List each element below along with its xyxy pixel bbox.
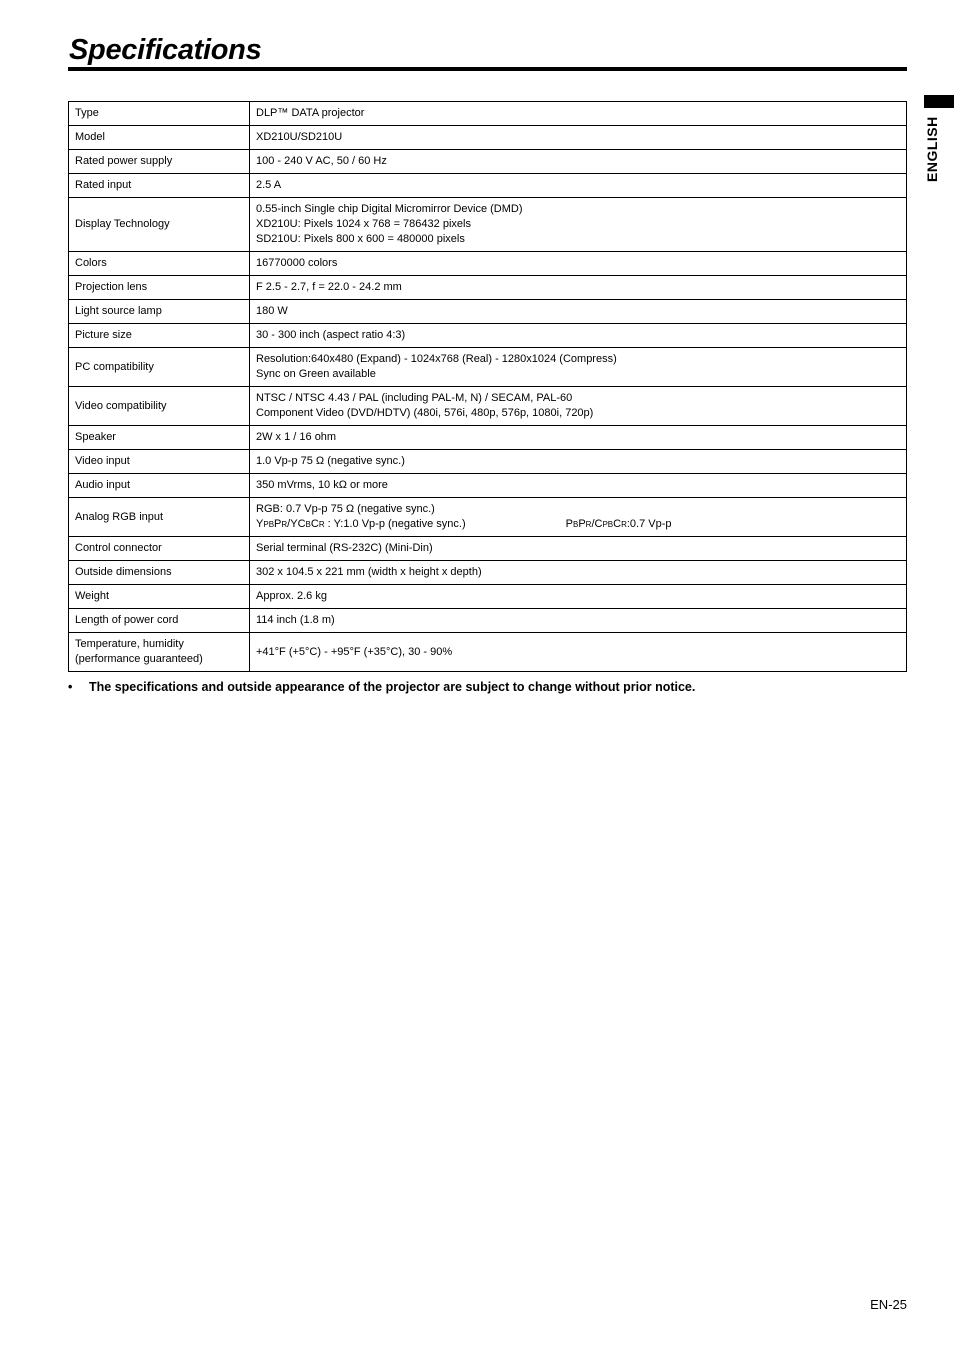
table-row: [69, 252, 907, 276]
spec-value: DLP™ DATA projector: [250, 102, 907, 126]
spec-label: Outside dimensions: [69, 561, 250, 585]
table-row: [69, 276, 907, 300]
table-row: [69, 450, 907, 474]
table-row: [69, 300, 907, 324]
spec-label: Model: [69, 126, 250, 150]
spec-value: RGB: 0.7 Vp-p 75 Ω (negative sync.) YPBPR/YCBCR : Y:1.0 Vp-p (negative sync.) PBPR/CPBCR:0.7 Vp-p: [250, 498, 907, 537]
spec-value: Approx. 2.6 kg: [250, 585, 907, 609]
notice-text: The specifications and outside appearance of the projector are subject to change without prior notice.: [89, 680, 696, 694]
spec-value: NTSC / NTSC 4.43 / PAL (including PAL-M, N) / SECAM, PAL-60 Component Video (DVD/HDTV) (480i, 576i, 480p, 576p, 1080i, 720p): [250, 387, 907, 426]
specifications-table: [68, 101, 907, 672]
table-row: [69, 198, 907, 252]
spec-value: 350 mVrms, 10 kΩ or more: [250, 474, 907, 498]
spec-label: Video compatibility: [69, 387, 250, 426]
table-row: [69, 324, 907, 348]
spec-label: Light source lamp: [69, 300, 250, 324]
spec-label: PC compatibility: [69, 348, 250, 387]
spec-value: 2.5 A: [250, 174, 907, 198]
table-row: [69, 150, 907, 174]
spec-value: 302 x 104.5 x 221 mm (width x height x depth): [250, 561, 907, 585]
spec-value: 1.0 Vp-p 75 Ω (negative sync.): [250, 450, 907, 474]
table-row: [69, 585, 907, 609]
spec-label: Rated input: [69, 174, 250, 198]
page-number: EN-25: [870, 1297, 907, 1312]
spec-value: 114 inch (1.8 m): [250, 609, 907, 633]
spec-label: Audio input: [69, 474, 250, 498]
spec-label: Video input: [69, 450, 250, 474]
spec-value: Resolution:640x480 (Expand) - 1024x768 (Real) - 1280x1024 (Compress) Sync on Green available: [250, 348, 907, 387]
title-divider: [68, 67, 907, 71]
spec-value: 180 W: [250, 300, 907, 324]
spec-label: Analog RGB input: [69, 498, 250, 537]
table-row: [69, 387, 907, 426]
table-row: [69, 474, 907, 498]
spec-label: Colors: [69, 252, 250, 276]
spec-value: 16770000 colors: [250, 252, 907, 276]
spec-change-notice: [68, 679, 907, 695]
table-row: [69, 633, 907, 672]
spec-label: Display Technology: [69, 198, 250, 252]
spec-label: Picture size: [69, 324, 250, 348]
table-row: [69, 348, 907, 387]
table-row: [69, 126, 907, 150]
page-title: Specifications: [69, 34, 262, 66]
spec-value: Serial terminal (RS-232C) (Mini-Din): [250, 537, 907, 561]
spec-value: 0.55-inch Single chip Digital Micromirror Device (DMD) XD210U: Pixels 1024 x 768 = 786432 pixels SD210U: Pixels 800 x 600 = 480000 pixels: [250, 198, 907, 252]
spec-label: Length of power cord: [69, 609, 250, 633]
spec-label: Temperature, humidity (performance guaranteed): [69, 633, 250, 672]
table-row: [69, 174, 907, 198]
table-row: [69, 609, 907, 633]
language-tab-marker: [924, 95, 954, 108]
spec-label: Speaker: [69, 426, 250, 450]
spec-value: F 2.5 - 2.7, f = 22.0 - 24.2 mm: [250, 276, 907, 300]
spec-label: Projection lens: [69, 276, 250, 300]
spec-value: +41°F (+5°C) - +95°F (+35°C), 30 - 90%: [250, 633, 907, 672]
spec-value: XD210U/SD210U: [250, 126, 907, 150]
spec-value: 100 - 240 V AC, 50 / 60 Hz: [250, 150, 907, 174]
table-row: [69, 561, 907, 585]
language-tab-label: ENGLISH: [924, 116, 940, 182]
table-row: [69, 426, 907, 450]
spec-label: Type: [69, 102, 250, 126]
spec-value: 30 - 300 inch (aspect ratio 4:3): [250, 324, 907, 348]
table-row: [69, 102, 907, 126]
spec-label: Control connector: [69, 537, 250, 561]
table-row: [69, 498, 907, 537]
spec-label: Weight: [69, 585, 250, 609]
spec-label: Rated power supply: [69, 150, 250, 174]
spec-value: 2W x 1 / 16 ohm: [250, 426, 907, 450]
bullet: •: [68, 680, 73, 694]
table-row: [69, 537, 907, 561]
